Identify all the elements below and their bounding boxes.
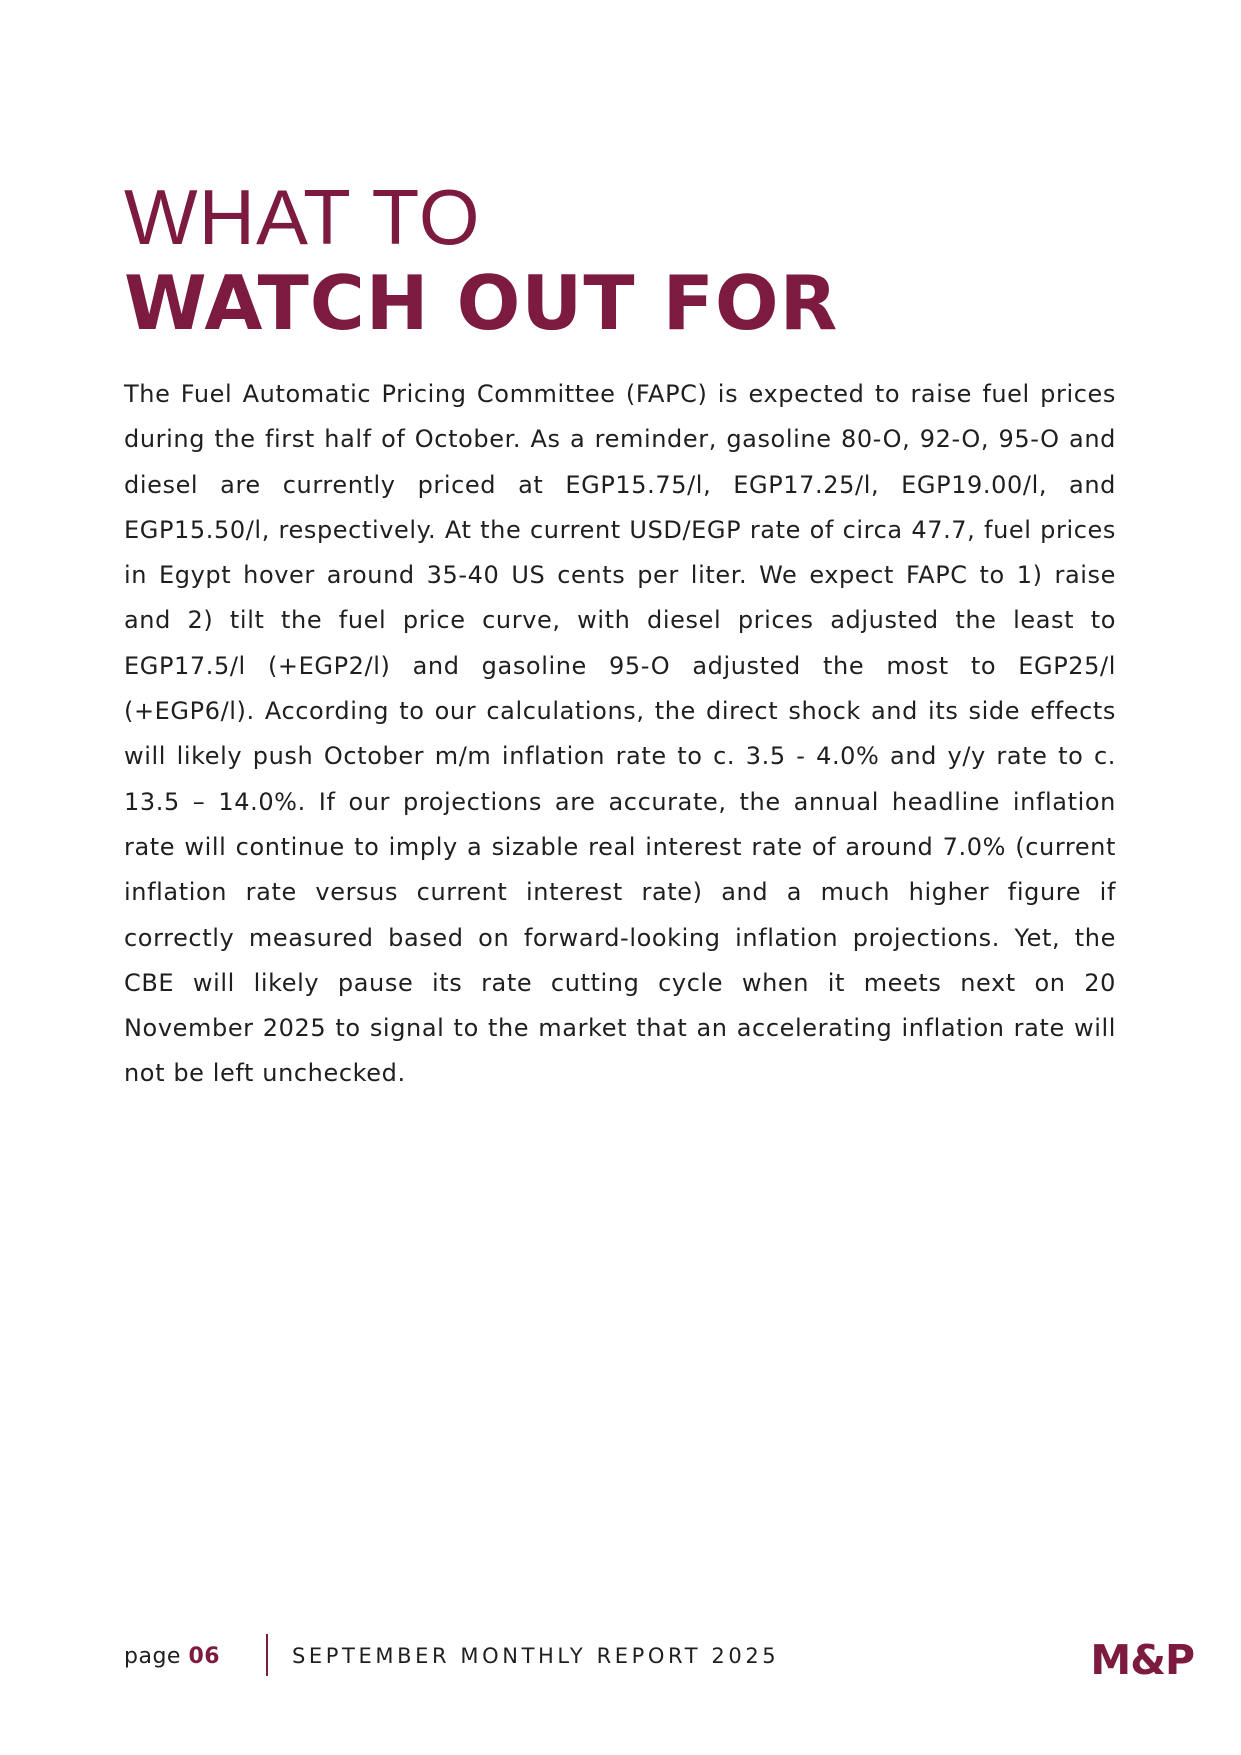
mp-logo: M&P — [1090, 1636, 1194, 1684]
page-number-label — [124, 1644, 220, 1669]
body-paragraph: The Fuel Automatic Pricing Committee (FAPC) is expected to raise fuel prices during the first half of October. As a reminder, gasoline 80-O, 92-O, 95-O and diesel are currently priced at EGP15.75/l, EGP17.25/l, EGP19.00/l, and EGP15.50/l, respectively. At the current USD/EGP rate of circa 47.7, fuel prices in Egypt hover around 35-40 US cents per liter. We expect FAPC to 1) raise and 2) tilt the fuel price curve, with diesel prices adjusted the least to EGP17.5/l (+EGP2/l) and gasoline 95-O adjusted the most to EGP25/l (+EGP6/l). According to our calculations, the direct shock and its side effects will likely push October m/m inflation rate to c. 3.5 - 4.0% and y/y rate to c. 13.5 – 14.0%. If our projections are accurate, the annual headline inflation rate will continue to imply a sizable real interest rate of around 7.0% (current inflation rate versus current interest rate) and a much higher figure if correctly measured based on forward-looking inflation projections. Yet, the CBE will likely pause its rate cutting cycle when it meets next on 20 November 2025 to signal to the market that an accelerating inflation rate will not be left unchecked. — [124, 380, 1116, 1088]
heading-line-2: WATCH OUT FOR — [124, 259, 839, 347]
page-heading — [124, 173, 1124, 347]
report-title: SEPTEMBER MONTHLY REPORT 2025 — [292, 1644, 780, 1668]
heading-line-1: WHAT TO — [124, 173, 481, 261]
footer-divider — [266, 1634, 268, 1676]
page-prefix: page — [124, 1644, 181, 1669]
page-footer — [124, 1632, 1194, 1682]
page-number: 06 — [188, 1644, 221, 1669]
